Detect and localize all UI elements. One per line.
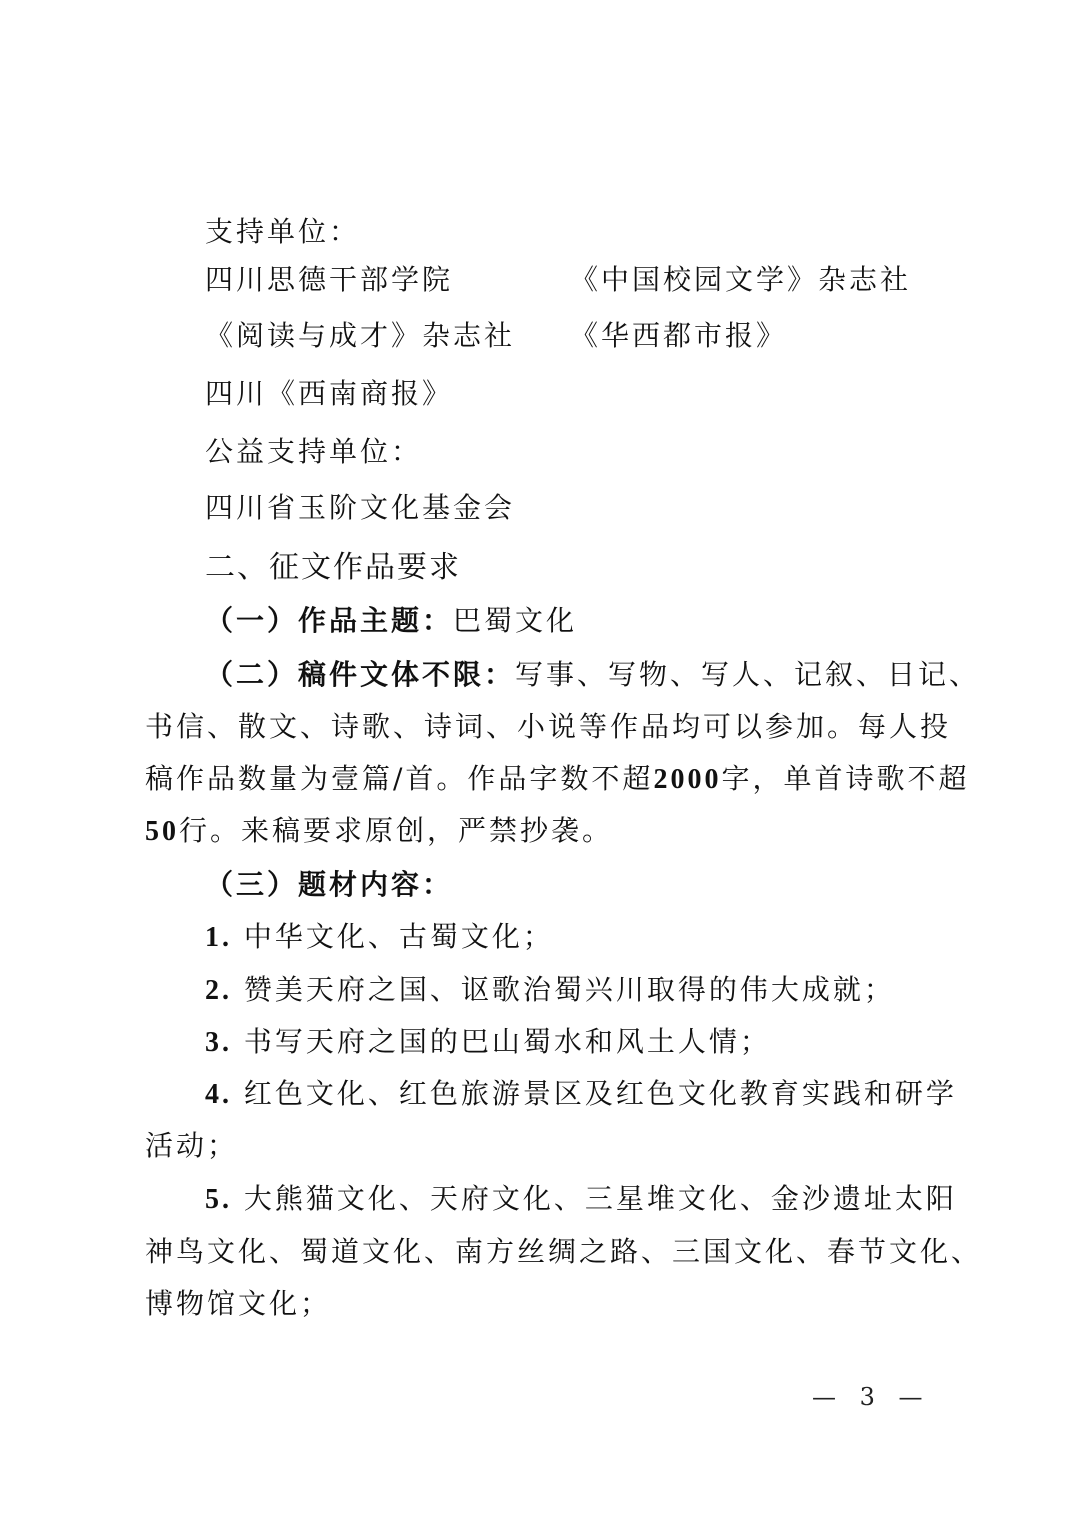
support-unit: 四川思德干部学院 [205,263,454,296]
list-item-text: 书写天府之国的巴山蜀水和风土人情； [243,1025,771,1058]
support-heading: 支持单位： [205,215,361,248]
list-item-text: 中华文化、古蜀文化； [243,920,554,953]
paragraph-line: 书信、散文、诗歌、诗词、小说等作品均可以参加。每人投 [145,710,952,743]
support-unit: 四川《西南商报》 [205,377,454,410]
list-item-number: 4. [205,1079,232,1110]
paragraph-text: 字，单首诗歌不超 [721,762,970,795]
public-support-heading: 公益支持单位： [205,435,423,468]
list-item-number: 1. [205,922,232,953]
list-item [205,919,554,956]
list-item-text: 赞美天府之国、讴歌治蜀兴川取得的伟大成就； [243,973,895,1006]
requirement-text: 巴蜀文化 [453,604,578,637]
paragraph-text: 稿作品数量为壹篇/首。作品字数不超 [145,762,654,795]
support-unit: 《中国校园文学》杂志社 [570,263,912,296]
list-item-continuation: 活动； [145,1129,239,1162]
list-item-continuation: 博物馆文化； [145,1287,332,1320]
paragraph-line [145,761,969,798]
paragraph-line [145,813,613,850]
requirement-label: （二）稿件文体不限： [205,658,516,691]
list-item-number: 5. [205,1184,232,1215]
support-unit: 《阅读与成才》杂志社 [205,319,516,352]
requirement-label: （一）作品主题： [205,604,454,637]
support-unit: 《华西都市报》 [570,319,788,352]
section-title: 二、征文作品要求 [205,550,461,585]
requirement-item-theme [205,603,577,639]
line-limit-number: 50 [145,816,179,847]
paragraph-text: 行。来稿要求原创，严禁抄袭。 [179,814,614,847]
public-support-unit: 四川省玉阶文化基金会 [205,491,516,524]
list-item [205,1076,957,1113]
requirement-item-topics: （三）题材内容： [205,868,454,901]
requirement-text: 写事、写物、写人、记叙、日记、 [515,658,981,691]
list-item [205,1181,957,1218]
list-item [205,1024,771,1061]
list-item-number: 2. [205,975,232,1006]
page-number: — 3 — [812,1383,931,1411]
list-item-continuation: 神鸟文化、蜀道文化、南方丝绸之路、三国文化、春节文化、 [145,1235,983,1268]
list-item [205,972,895,1009]
list-item-text: 大熊猫文化、天府文化、三星堆文化、金沙遗址太阳 [243,1182,957,1215]
requirement-item-genre [205,657,980,693]
word-limit-number: 2000 [653,764,722,795]
list-item-text: 红色文化、红色旅游景区及红色文化教育实践和研学 [243,1077,957,1110]
list-item-number: 3. [205,1027,232,1058]
